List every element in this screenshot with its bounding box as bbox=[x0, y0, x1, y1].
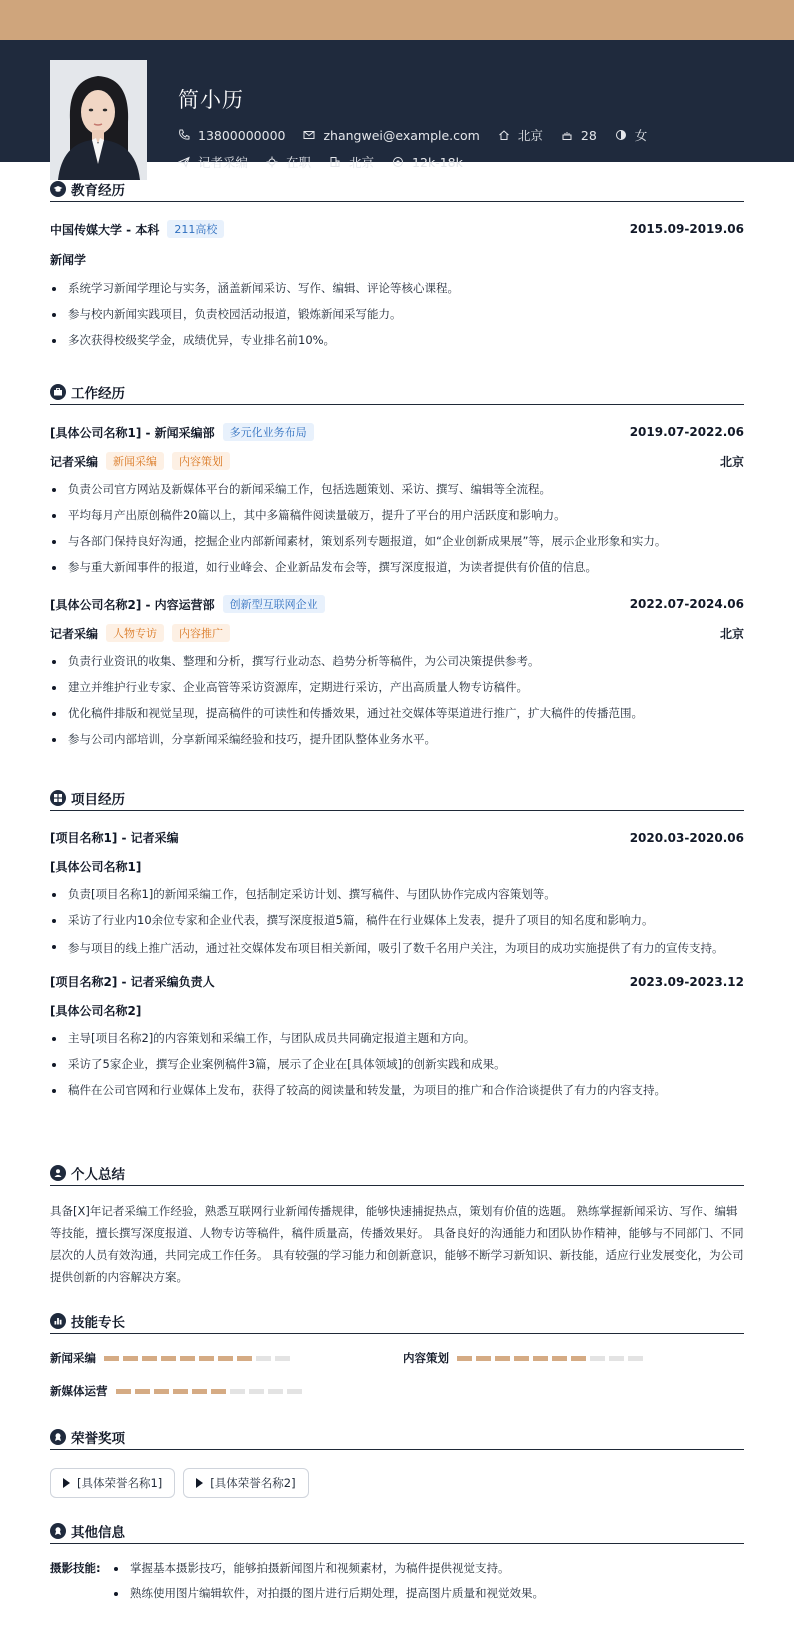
list-item: 负责[项目名称1]的新闻采编工作，包括制定采访计划、撰写稿件、与团队协作完成内容策划等。 bbox=[50, 886, 744, 903]
work-role-line bbox=[50, 624, 744, 642]
other-item bbox=[50, 1560, 744, 1611]
city-text: 北京 bbox=[517, 128, 543, 143]
work-location: 北京 bbox=[719, 454, 744, 469]
cake-icon bbox=[561, 129, 573, 141]
project-date: 2020.03-2020.06 bbox=[629, 830, 744, 845]
other-bullets bbox=[112, 1560, 744, 1611]
role-tag: 内容策划 bbox=[172, 452, 230, 470]
list-item: 参与公司内部培训，分享新闻采编经验和技巧，提升团队整体业务水平。 bbox=[50, 731, 744, 748]
salary-item bbox=[392, 155, 463, 170]
list-item: 与各部门保持良好沟通，挖掘企业内部新闻素材，策划系列专题报道，如“企业创新成果展”等，展示企业形象和实力。 bbox=[50, 533, 744, 550]
age-text: 28 bbox=[580, 127, 597, 143]
education-entry-header bbox=[50, 220, 744, 238]
major: 新闻学 bbox=[50, 253, 87, 267]
status-icon bbox=[266, 156, 278, 168]
skill-segment bbox=[552, 1356, 567, 1361]
list-item: 负责公司官方网站及新媒体平台的新闻采编工作，包括选题策划、采访、撰写、编辑等全流程。 bbox=[50, 481, 744, 498]
section-title: 其他信息 bbox=[71, 1524, 125, 1541]
section-header bbox=[50, 180, 744, 202]
skill-segment bbox=[142, 1356, 157, 1361]
section-title: 个人总结 bbox=[71, 1166, 125, 1183]
skill-segment bbox=[268, 1389, 283, 1394]
skill-segment bbox=[287, 1389, 302, 1394]
skill-item bbox=[403, 1350, 647, 1366]
profile-header bbox=[0, 40, 794, 170]
list-item: 掌握基本摄影技巧，能够拍摄新闻图片和视频素材，为稿件提供视觉支持。 bbox=[112, 1560, 744, 1577]
skill-segment bbox=[476, 1356, 491, 1361]
list-item: 优化稿件排版和视觉呈现，提高稿件的可读性和传播效果，通过社交媒体等渠道进行推广，扩大稿件的传播范围。 bbox=[50, 705, 744, 722]
section-title: 工作经历 bbox=[71, 385, 125, 402]
skill-bar bbox=[457, 1356, 647, 1361]
skill-segment bbox=[199, 1356, 214, 1361]
top-accent-band bbox=[0, 0, 794, 40]
building-icon bbox=[329, 156, 341, 168]
role-tag: 内容推广 bbox=[172, 624, 230, 642]
honor-label: [具体荣誉名称1] bbox=[77, 1476, 163, 1490]
summary-section bbox=[50, 1164, 744, 1288]
gender-text: 女 bbox=[634, 128, 648, 143]
job-intent-row bbox=[178, 153, 481, 171]
skill-segment bbox=[180, 1356, 195, 1361]
user-icon bbox=[50, 1165, 66, 1181]
skill-segment bbox=[275, 1356, 290, 1361]
company-line bbox=[50, 595, 325, 613]
list-item: 稿件在公司官网和行业媒体上发布，获得了较高的阅读量和转发量，为项目的推广和合作洽谈提供了有力的内容支持。 bbox=[50, 1082, 744, 1099]
work-date: 2022.07-2024.06 bbox=[629, 597, 744, 611]
target-city-item bbox=[329, 153, 374, 171]
list-item: 主导[项目名称2]的内容策划和采编工作，与团队成员共同确定报道主题和方向。 bbox=[50, 1030, 744, 1047]
work-role-line bbox=[50, 452, 744, 470]
briefcase-icon bbox=[50, 384, 66, 400]
gender-item bbox=[615, 126, 648, 144]
skills-grid bbox=[50, 1334, 744, 1404]
project-title: [项目名称2] - 记者采编负责人 bbox=[50, 975, 215, 989]
projects-section bbox=[50, 789, 744, 1108]
project-date: 2023.09-2023.12 bbox=[629, 974, 744, 989]
email-item bbox=[303, 128, 479, 143]
education-section bbox=[50, 180, 744, 358]
target-role-text: 记者采编 bbox=[198, 155, 249, 170]
work-location: 北京 bbox=[719, 626, 744, 641]
skill-segment bbox=[590, 1356, 605, 1361]
grid-icon bbox=[50, 790, 66, 806]
age-item bbox=[561, 128, 597, 143]
list-item: 负责行业资讯的收集、整理和分析，撰写行业动态、趋势分析等稿件，为公司决策提供参考。 bbox=[50, 653, 744, 670]
section-header bbox=[50, 1428, 744, 1450]
play-icon bbox=[63, 1478, 70, 1488]
honors-section bbox=[50, 1428, 744, 1498]
project-bullets bbox=[50, 886, 744, 959]
skill-bar bbox=[116, 1389, 306, 1394]
skill-segment bbox=[211, 1389, 226, 1394]
status-item bbox=[266, 153, 311, 171]
work-date: 2019.07-2022.06 bbox=[629, 425, 744, 439]
skill-segment bbox=[104, 1356, 119, 1361]
city-item bbox=[498, 126, 543, 144]
school-name: 中国传媒大学 - 本科 bbox=[50, 222, 160, 237]
company-tag: 创新型互联网企业 bbox=[223, 595, 325, 613]
skill-segment bbox=[457, 1356, 472, 1361]
school-tag: 211高校 bbox=[167, 220, 224, 238]
skill-segment bbox=[237, 1356, 252, 1361]
project-entry-header bbox=[50, 973, 744, 990]
section-title: 荣誉奖项 bbox=[71, 1430, 125, 1447]
skills-section bbox=[50, 1312, 744, 1404]
project-bullets bbox=[50, 1030, 744, 1099]
list-item: 采访了行业内10余位专家和企业代表，撰写深度报道5篇，稿件在行业媒体上发表，提升了项目的知名度和影响力。 bbox=[50, 912, 744, 929]
role-tag: 新闻采编 bbox=[106, 452, 164, 470]
project-title: [项目名称1] - 记者采编 bbox=[50, 831, 179, 845]
honors-list bbox=[50, 1468, 744, 1498]
skill-segment bbox=[249, 1389, 264, 1394]
section-header bbox=[50, 789, 744, 811]
work-bullets bbox=[50, 481, 744, 576]
list-item: 系统学习新闻学理论与实务，涵盖新闻采访、写作、编辑、评论等核心课程。 bbox=[50, 280, 744, 297]
graduation-cap-icon bbox=[50, 181, 66, 197]
honor-label: [具体荣誉名称2] bbox=[210, 1476, 296, 1490]
other-section bbox=[50, 1522, 744, 1611]
company-tag: 多元化业务布局 bbox=[223, 423, 314, 441]
skill-segment bbox=[256, 1356, 271, 1361]
target-role-item bbox=[178, 153, 248, 171]
skill-segment bbox=[154, 1389, 169, 1394]
skill-segment bbox=[571, 1356, 586, 1361]
salary-icon bbox=[392, 156, 404, 168]
section-header bbox=[50, 1312, 744, 1334]
list-item: 参与项目的线上推广活动，通过社交媒体发布项目相关新闻，吸引了数千名用户关注，为项目的成功实施提供了有力的宣传支持。 bbox=[50, 938, 744, 959]
salary-text: 12k-18k bbox=[412, 154, 463, 170]
summary-text: 具备[X]年记者采编工作经验，熟悉互联网行业新闻传播规律，能够快速捕捉热点，策划有价值的选题。 熟练掌握新闻采访、写作、编辑等技能，擅长撰写深度报道、人物专访等稿件，稿件质量高，传播效果好。 具备良好的沟通能力和团队协作精神，能够与不同部门、不同层次的人员有效沟通，共同完成工作任务。 具有较强的学习能力和创新意识，能够不断学习新知识、新技能，适应行业发展变化，为公司提供创新的内容解决方案。 bbox=[50, 1204, 744, 1284]
company-name: [具体公司名称2] - 内容运营部 bbox=[50, 597, 215, 612]
email-text: zhangwei@example.com bbox=[323, 127, 480, 143]
section-title: 教育经历 bbox=[71, 182, 125, 199]
skill-segment bbox=[218, 1356, 233, 1361]
skill-segment bbox=[192, 1389, 207, 1394]
list-item: 建立并维护行业专家、企业高管等采访资源库，定期进行采访，产出高质量人物专访稿件。 bbox=[50, 679, 744, 696]
skill-item bbox=[50, 1383, 306, 1399]
home-icon bbox=[498, 129, 510, 141]
skill-segment bbox=[609, 1356, 624, 1361]
skill-segment bbox=[230, 1389, 245, 1394]
skill-segment bbox=[173, 1389, 188, 1394]
honor-item[interactable] bbox=[183, 1468, 308, 1498]
list-item: 参与校内新闻实践项目，负责校园活动报道，锻炼新闻采写能力。 bbox=[50, 306, 744, 323]
section-header bbox=[50, 1522, 744, 1544]
section-title: 技能专长 bbox=[71, 1314, 125, 1331]
work-section bbox=[50, 383, 744, 757]
company-line bbox=[50, 423, 314, 441]
project-company: [具体公司名称1] bbox=[50, 860, 142, 874]
target-city-text: 北京 bbox=[349, 155, 375, 170]
mail-icon bbox=[303, 129, 315, 141]
work-entry-header bbox=[50, 595, 744, 613]
phone-item bbox=[178, 128, 285, 143]
skill-segment bbox=[495, 1356, 510, 1361]
role-name: 记者采编 bbox=[50, 454, 99, 469]
gender-icon bbox=[615, 129, 627, 141]
avatar bbox=[50, 60, 147, 180]
skill-segment bbox=[116, 1389, 131, 1394]
honor-item[interactable] bbox=[50, 1468, 175, 1498]
status-text: 在职 bbox=[286, 155, 312, 170]
skill-segment bbox=[533, 1356, 548, 1361]
list-item: 采访了5家企业，撰写企业案例稿件3篇，展示了企业在[具体领域]的创新实践和成果。 bbox=[50, 1056, 744, 1073]
award-icon bbox=[50, 1429, 66, 1445]
phone-icon bbox=[178, 129, 190, 141]
work-entry-header bbox=[50, 423, 744, 441]
skill-segment bbox=[514, 1356, 529, 1361]
skill-name: 新闻采编 bbox=[50, 1351, 96, 1365]
play-icon bbox=[196, 1478, 203, 1488]
project-company: [具体公司名称2] bbox=[50, 1004, 142, 1018]
project-entry-header bbox=[50, 829, 744, 846]
skill-bar bbox=[104, 1356, 294, 1361]
other-label: 摄影技能: bbox=[50, 1561, 101, 1575]
skill-segment bbox=[628, 1356, 643, 1361]
section-header bbox=[50, 1164, 744, 1186]
skill-segment bbox=[161, 1356, 176, 1361]
phone-text: 13800000000 bbox=[198, 127, 286, 143]
list-item: 参与重大新闻事件的报道，如行业峰会、企业新品发布会等，撰写深度报道，为读者提供有价值的信息。 bbox=[50, 559, 744, 576]
contact-row bbox=[178, 126, 665, 144]
candidate-name: 简小历 bbox=[178, 88, 244, 112]
skill-name: 内容策划 bbox=[403, 1351, 449, 1365]
info-icon bbox=[50, 1523, 66, 1539]
skill-item bbox=[50, 1350, 294, 1366]
role-line bbox=[50, 624, 230, 642]
skill-name: 新媒体运营 bbox=[50, 1384, 108, 1398]
role-name: 记者采编 bbox=[50, 626, 99, 641]
company-name: [具体公司名称1] - 新闻采编部 bbox=[50, 425, 215, 440]
list-item: 平均每月产出原创稿件20篇以上，其中多篇稿件阅读量破万，提升了平台的用户活跃度和影响力。 bbox=[50, 507, 744, 524]
education-date: 2015.09-2019.06 bbox=[629, 222, 744, 236]
bar-chart-icon bbox=[50, 1313, 66, 1329]
section-header bbox=[50, 383, 744, 405]
send-icon bbox=[178, 156, 190, 168]
list-item: 多次获得校级奖学金，成绩优异，专业排名前10%。 bbox=[50, 332, 744, 349]
skill-segment bbox=[123, 1356, 138, 1361]
school-line bbox=[50, 220, 224, 238]
role-tag: 人物专访 bbox=[106, 624, 164, 642]
skill-segment bbox=[135, 1389, 150, 1394]
section-title: 项目经历 bbox=[71, 791, 125, 808]
education-bullets bbox=[50, 280, 744, 349]
role-line bbox=[50, 452, 230, 470]
work-bullets bbox=[50, 653, 744, 748]
list-item: 熟练使用图片编辑软件，对拍摄的图片进行后期处理，提高图片质量和视觉效果。 bbox=[112, 1585, 744, 1602]
